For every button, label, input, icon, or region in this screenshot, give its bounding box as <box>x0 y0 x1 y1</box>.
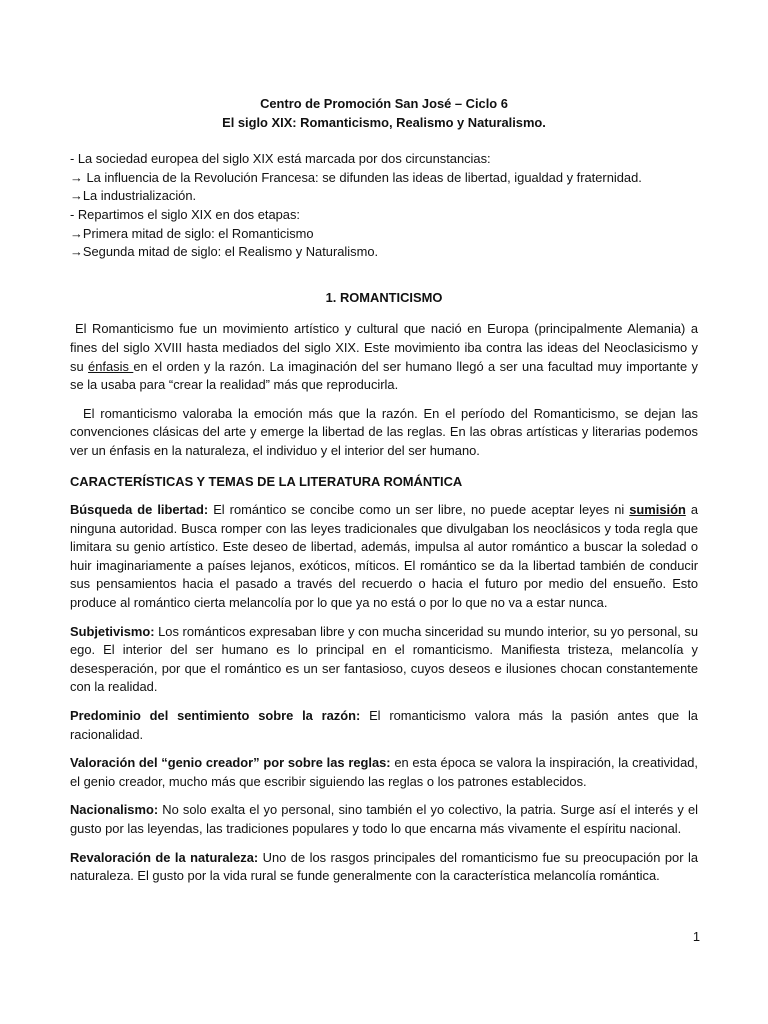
intro-line: →La industrialización. <box>70 188 197 204</box>
characteristic-item <box>70 501 698 613</box>
characteristics-title: CARACTERÍSTICAS Y TEMAS DE LA LITERATURA ROMÁNTICA <box>70 473 463 489</box>
paragraph-text: El Romanticismo fue un movimiento artístico y cultural que nació en Europa (principalmente Alemania) a fines del siglo XVIII hasta mediados del siglo XIX. Este movimiento iba contra las ideas del Neoclasicismo y su <box>70 321 698 374</box>
characteristic-item <box>70 754 698 791</box>
characteristic-text: Los románticos expresaban libre y con mucha sinceridad su mundo interior, su yo personal, su ego. El interior del ser humano es lo principal en el romanticismo. Manifiesta tristeza, melancolía y desesperación, por que el romántico es un ser fantasioso, cuyos deseos e ilusiones chocan constantemente con la realidad. <box>70 623 698 695</box>
intro-line: → La influencia de la Revolución Francesa: se difunden las ideas de libertad, igualdad y fraternidad. <box>70 169 642 185</box>
characteristic-item <box>70 849 698 886</box>
characteristic-term: Revaloración de la naturaleza: <box>70 849 259 865</box>
intro-list <box>70 150 698 262</box>
section-title: 1. ROMANTICISMO <box>325 289 443 305</box>
header-institution: Centro de Promoción San José – Ciclo 6 <box>260 96 508 111</box>
characteristic-term: Subjetivismo: <box>70 623 155 639</box>
underlined-word: sumisión <box>629 502 686 518</box>
characteristic-text: Uno de los rasgos principales del romanticismo fue su preocupación por la naturaleza. El gusto por la vida rural se funde generalmente con la característica melancolía romántica. <box>70 849 698 884</box>
characteristic-item <box>70 623 698 697</box>
characteristic-term: Valoración del “genio creador” por sobre las reglas: <box>70 755 391 771</box>
intro-line: - Repartimos el siglo XIX en dos etapas: <box>70 206 300 222</box>
characteristic-item <box>70 707 698 744</box>
document-title: El siglo XIX: Romanticismo, Realismo y Naturalismo. <box>222 114 546 130</box>
romanticism-paragraph-2: El romanticismo valoraba la emoción más que la razón. En el período del Romanticismo, se dejan las convenciones clásicas del arte y emerge la libertad de las reglas. En las obras artísticas y literarias podemos ver un énfasis en la naturaleza, el individuo y el interior del ser humano. <box>70 405 698 458</box>
characteristic-term: Búsqueda de libertad: <box>70 502 209 518</box>
page-number: 1 <box>692 929 700 944</box>
characteristic-term: Nacionalismo: <box>70 802 159 818</box>
characteristic-text: El romántico se concibe como un ser libre, no puede aceptar leyes ni <box>208 502 630 518</box>
intro-line: →Segunda mitad de siglo: el Realismo y Naturalismo. <box>70 244 379 260</box>
characteristic-text: El romanticismo valora más la pasión antes que la racionalidad. <box>70 708 698 742</box>
intro-line: - La sociedad europea del siglo XIX está marcada por dos circunstancias: <box>70 151 491 167</box>
underlined-word: énfasis <box>88 358 134 374</box>
characteristic-text: en esta época se valora la inspiración, la creatividad, el genio creador, mucho más que escribir siguiendo las reglas o los patrones establecidos. <box>70 755 698 789</box>
paragraph-text: en el orden y la razón. La imaginación del ser humano llegó a ser una facultad muy importante y se la usaba para “crear la realidad” más que reproducirla. <box>70 358 698 393</box>
characteristic-term: Predominio del sentimiento sobre la razón: <box>70 708 361 724</box>
characteristic-text: No solo exalta el yo personal, sino también el yo colectivo, la patria. Surge así el interés y el gusto por las leyendas, las tradiciones populares y todo lo que encarna más vivamente el espíritu nacional. <box>70 802 698 836</box>
intro-line: →Primera mitad de siglo: el Romanticismo <box>70 225 314 241</box>
characteristic-item <box>70 801 698 838</box>
characteristic-text: a ninguna autoridad. Busca romper con las leyes tradicionales que divulgaban los neoclásicos y toda regla que limitara su genio artístico. Este deseo de libertad, además, impulsa al autor romántico a buscar la soledad o huir imaginariamente a países lejanos, exóticos, míticos. El romántico se da la libertad también de conducir sus pensamientos hacia el pasado a través del recuerdo o hacia el futuro por medio del ensueño. Esto produce al romántico cierta melancolía por lo que ya no está o por lo que no va a estar nunca. <box>70 502 698 611</box>
romanticism-paragraph-1 <box>70 320 698 394</box>
